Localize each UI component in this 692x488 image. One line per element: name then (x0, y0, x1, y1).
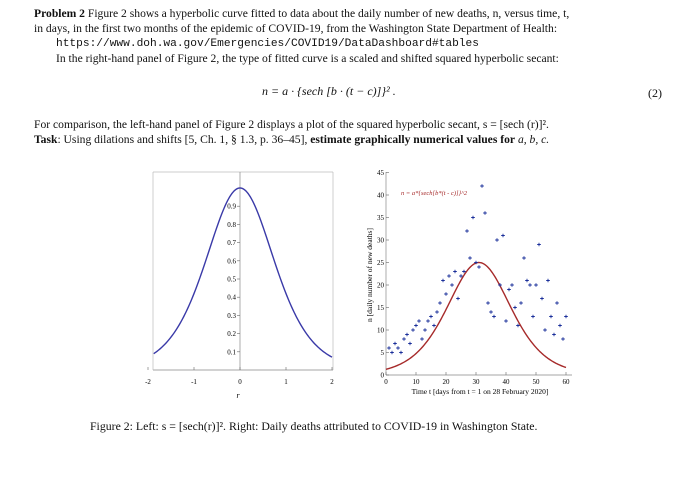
right-x-label: Time t [days from t = 1 on 28 February 2020] (411, 387, 549, 396)
right-x-tick-label: 40 (502, 378, 510, 386)
data-point (426, 319, 430, 323)
figure-caption (90, 419, 537, 434)
data-point (504, 319, 508, 323)
data-point (477, 265, 481, 269)
fit-legend: n = a*{sech[b*(t - c)]}^2 (401, 190, 468, 197)
right-y-tick-label: 35 (377, 214, 384, 222)
left-x-tick-label: 0 (238, 378, 242, 386)
left-y-tick-label: 0.3 (227, 311, 236, 320)
task-label: Task (34, 133, 58, 146)
left-y-tick-label: 0.7 (227, 239, 236, 248)
left-y-tick-label: 0.9 (227, 202, 236, 211)
right-x-tick-label: 20 (442, 378, 450, 386)
data-point (531, 315, 535, 319)
right-y-tick-label: 20 (377, 281, 384, 290)
data-point (438, 301, 442, 305)
data-point (429, 315, 433, 319)
data-point (495, 238, 499, 242)
caption-text: Left: s = [sech(r)]². Right: Daily deaths attributed to COVID-19 in Washington State. (135, 419, 538, 433)
left-x-tick-label: 2 (330, 378, 334, 386)
problem-text-1: Figure 2 shows a hyperbolic curve fitted to data about the daily number of new deaths, n, versus time, t, (87, 7, 570, 20)
left-x-tick-label: -1 (191, 378, 197, 386)
data-point (528, 283, 532, 287)
data-point (396, 346, 400, 350)
data-point (402, 337, 406, 341)
data-point (483, 211, 487, 215)
data-point (549, 315, 553, 319)
data-point (423, 328, 427, 332)
data-point (564, 315, 568, 319)
data-point (456, 297, 460, 301)
data-point (441, 279, 445, 283)
comparison-line: For comparison, the left-hand panel of Figure 2 displays a plot of the squared hyperbolic secant, s = [sech (r)]². (34, 118, 549, 131)
data-point (534, 283, 538, 287)
data-source-url[interactable]: https://www.doh.wa.gov/Emergencies/COVID19/DataDashboard#tables (56, 38, 479, 50)
data-point (555, 301, 559, 305)
data-point (417, 319, 421, 323)
data-point (507, 288, 511, 292)
left-x-label: r (236, 391, 240, 400)
data-point (411, 328, 415, 332)
data-point (486, 301, 490, 305)
data-point (420, 337, 424, 341)
task-text: : Using dilations and shifts [5, Ch. 1, § 1.3, p. 36–45], (57, 133, 308, 146)
fitted-curve (386, 263, 566, 370)
left-y-tick-label: 0.4 (227, 293, 236, 302)
data-point (546, 279, 550, 283)
data-point (387, 346, 391, 350)
right-y-tick-label: 45 (377, 169, 384, 177)
data-point (399, 351, 403, 355)
left-y-tick-label: 0.1 (227, 348, 236, 357)
data-point (561, 337, 565, 341)
problem-line-4: In the right-hand panel of Figure 2, the type of fitted curve is a scaled and shifted squared hyperbolic secant: (56, 52, 559, 65)
left-x-tick-label: -2 (145, 378, 151, 386)
data-point (453, 270, 457, 274)
right-x-tick-label: 50 (532, 378, 540, 386)
right-y-tick-label: 15 (377, 304, 384, 312)
caption-label: Figure 2: (90, 419, 133, 433)
right-y-tick-label: 5 (380, 349, 384, 357)
data-point (543, 328, 547, 332)
right-x-tick-label: 30 (472, 378, 480, 386)
data-point (480, 184, 484, 188)
right-x-tick-label: 0 (384, 378, 388, 386)
data-point (492, 315, 496, 319)
data-point (465, 229, 469, 233)
equation-number: (2) (648, 86, 662, 100)
problem-line-2: in days, in the first two months of the epidemic of COVID-19, from the Washington State Department of Health: (34, 22, 558, 35)
left-plot-panel (145, 172, 334, 400)
right-y-tick-label: 30 (377, 236, 384, 245)
data-point (435, 310, 439, 314)
right-x-tick-label: 10 (412, 378, 420, 386)
data-point (537, 243, 541, 247)
data-point (414, 324, 418, 328)
data-point (471, 216, 475, 220)
right-y-tick-label: 40 (377, 191, 384, 200)
data-point (519, 301, 523, 305)
data-point (525, 279, 529, 283)
right-plot-panel (365, 169, 572, 396)
data-point (522, 256, 526, 260)
right-y-tick-label: 25 (377, 259, 384, 267)
sech-squared-curve (154, 188, 332, 357)
task-variables: a, b, c. (517, 133, 550, 146)
data-point (501, 234, 505, 238)
data-point (552, 333, 556, 337)
left-y-tick-label: 0.5 (227, 275, 236, 284)
data-point (510, 283, 514, 287)
data-point (489, 310, 493, 314)
data-point (558, 324, 562, 328)
data-point (540, 297, 544, 301)
left-x-tick-label: 1 (284, 378, 288, 386)
left-y-tick-label: 0.8 (227, 220, 236, 229)
right-x-tick-label: 60 (562, 378, 570, 386)
equation: n = a · {sech [b · (t − c)]}² . (262, 84, 396, 98)
data-point (468, 256, 472, 260)
left-y-tick-label: 0.6 (227, 257, 236, 266)
right-y-tick-label: 0 (380, 371, 384, 380)
task-bold-text: estimate graphically numerical values for (310, 133, 516, 146)
data-point (432, 324, 436, 328)
data-point (450, 283, 454, 287)
left-y-tick-label: 0.2 (227, 330, 236, 339)
data-point (408, 342, 412, 346)
data-point (390, 351, 394, 355)
data-point (513, 306, 517, 310)
data-point (393, 342, 397, 346)
data-point (447, 274, 451, 278)
data-point (405, 333, 409, 337)
data-point (444, 292, 448, 296)
problem-label: Problem 2 (34, 7, 85, 20)
right-y-tick-label: 10 (377, 326, 384, 335)
right-y-label: n [daily number of new deaths] (365, 228, 374, 322)
